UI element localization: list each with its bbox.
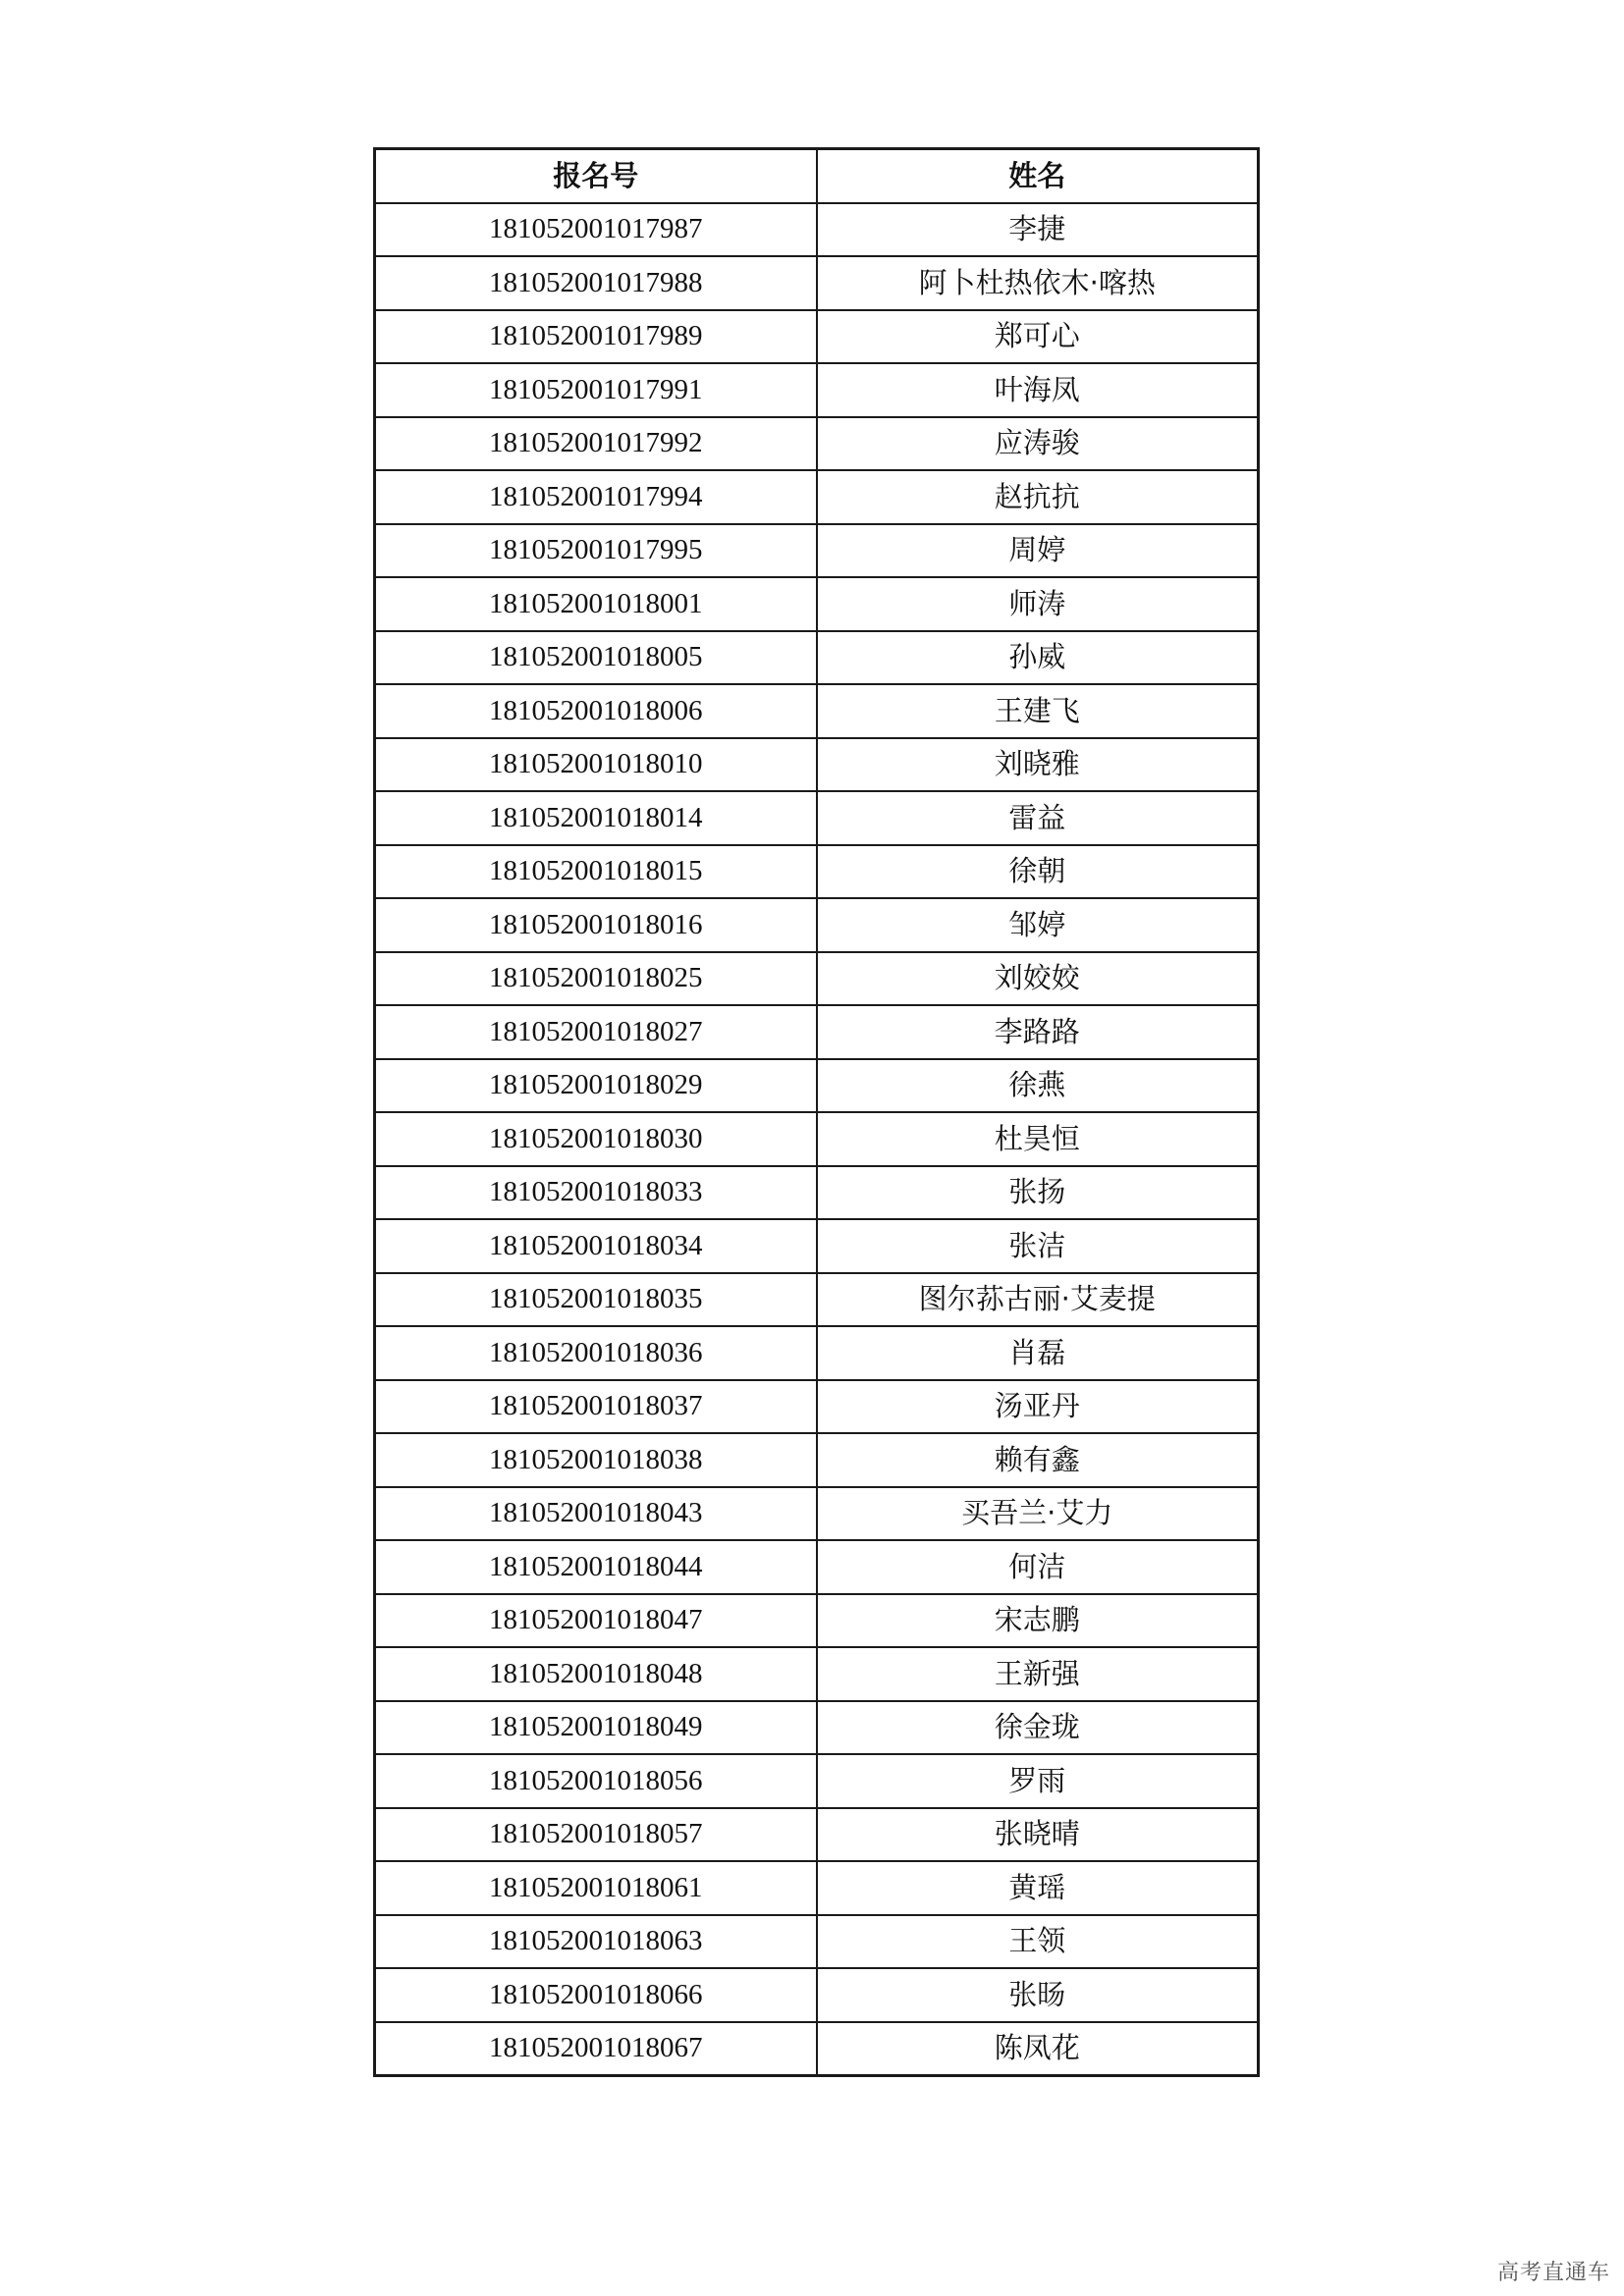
table-row — [375, 2022, 1259, 2076]
table-row — [375, 363, 1259, 417]
registration-number-cell: 181052001018066 — [375, 1968, 817, 2022]
table-row — [375, 898, 1259, 952]
table-row — [375, 1380, 1259, 1434]
table-row — [375, 524, 1259, 578]
registration-number-cell: 181052001018048 — [375, 1647, 817, 1701]
table-row — [375, 1059, 1259, 1113]
name-cell: 张晓晴 — [817, 1808, 1259, 1862]
table-row — [375, 1754, 1259, 1808]
registration-number-cell: 181052001018030 — [375, 1112, 817, 1166]
name-cell: 邹婷 — [817, 898, 1259, 952]
registration-number-cell: 181052001018036 — [375, 1326, 817, 1380]
table-row — [375, 1915, 1259, 1969]
name-cell: 张洁 — [817, 1219, 1259, 1273]
name-cell: 阿卜杜热依木·喀热 — [817, 256, 1259, 310]
registration-number-cell: 181052001018027 — [375, 1005, 817, 1059]
table-row — [375, 1166, 1259, 1220]
name-cell: 刘姣姣 — [817, 952, 1259, 1006]
name-cell: 应涛骏 — [817, 417, 1259, 471]
registration-number-cell: 181052001018025 — [375, 952, 817, 1006]
registration-number-cell: 181052001017991 — [375, 363, 817, 417]
name-cell: 郑可心 — [817, 310, 1259, 364]
name-cell: 雷益 — [817, 791, 1259, 845]
table-row — [375, 310, 1259, 364]
registration-number-cell: 181052001017995 — [375, 524, 817, 578]
table-row — [375, 1647, 1259, 1701]
name-cell: 徐燕 — [817, 1059, 1259, 1113]
registration-number-cell: 181052001018063 — [375, 1915, 817, 1969]
name-cell: 何洁 — [817, 1540, 1259, 1594]
table-row — [375, 1273, 1259, 1327]
registration-number-cell: 181052001018014 — [375, 791, 817, 845]
registration-number-cell: 181052001018005 — [375, 631, 817, 685]
table-row — [375, 577, 1259, 631]
name-cell: 周婷 — [817, 524, 1259, 578]
table-row — [375, 1005, 1259, 1059]
registration-number-cell: 181052001018056 — [375, 1754, 817, 1808]
table-row — [375, 1861, 1259, 1915]
name-cell: 张旸 — [817, 1968, 1259, 2022]
registration-number-cell: 181052001018067 — [375, 2022, 817, 2076]
name-cell: 李路路 — [817, 1005, 1259, 1059]
registration-number-cell: 181052001018010 — [375, 738, 817, 792]
name-cell: 肖磊 — [817, 1326, 1259, 1380]
header-registration-number: 报名号 — [375, 149, 817, 203]
registration-number-cell: 181052001018057 — [375, 1808, 817, 1862]
registration-number-cell: 181052001018034 — [375, 1219, 817, 1273]
table-row — [375, 1112, 1259, 1166]
name-cell: 刘晓雅 — [817, 738, 1259, 792]
registration-number-cell: 181052001018016 — [375, 898, 817, 952]
registration-number-cell: 181052001018061 — [375, 1861, 817, 1915]
name-cell: 徐金珑 — [817, 1701, 1259, 1755]
name-cell: 罗雨 — [817, 1754, 1259, 1808]
name-cell: 陈凤花 — [817, 2022, 1259, 2076]
table-body — [375, 203, 1259, 2076]
table-row — [375, 1701, 1259, 1755]
name-cell: 杜昊恒 — [817, 1112, 1259, 1166]
table-row — [375, 1433, 1259, 1487]
registration-number-cell: 181052001018006 — [375, 684, 817, 738]
table-row — [375, 952, 1259, 1006]
registration-number-cell: 181052001018001 — [375, 577, 817, 631]
name-cell: 黄瑶 — [817, 1861, 1259, 1915]
name-cell: 徐朝 — [817, 845, 1259, 899]
registration-number-cell: 181052001018035 — [375, 1273, 817, 1327]
table-row — [375, 1808, 1259, 1862]
table-header-row — [375, 149, 1259, 203]
table-row — [375, 845, 1259, 899]
registration-number-cell: 181052001018037 — [375, 1380, 817, 1434]
registration-number-cell: 181052001017987 — [375, 203, 817, 257]
table-row — [375, 1219, 1259, 1273]
table-row — [375, 417, 1259, 471]
table-row — [375, 738, 1259, 792]
registration-number-cell: 181052001018047 — [375, 1594, 817, 1648]
table-row — [375, 1540, 1259, 1594]
table-row — [375, 256, 1259, 310]
registration-number-cell: 181052001017988 — [375, 256, 817, 310]
registration-number-cell: 181052001018044 — [375, 1540, 817, 1594]
table-row — [375, 1968, 1259, 2022]
name-cell: 图尔荪古丽·艾麦提 — [817, 1273, 1259, 1327]
registration-number-cell: 181052001018029 — [375, 1059, 817, 1113]
table-row — [375, 791, 1259, 845]
name-cell: 李捷 — [817, 203, 1259, 257]
registration-number-cell: 181052001018038 — [375, 1433, 817, 1487]
table-row — [375, 203, 1259, 257]
registration-table — [373, 147, 1260, 2077]
table-row — [375, 470, 1259, 524]
name-cell: 宋志鹏 — [817, 1594, 1259, 1648]
registration-number-cell: 181052001017994 — [375, 470, 817, 524]
name-cell: 王建飞 — [817, 684, 1259, 738]
registration-number-cell: 181052001017992 — [375, 417, 817, 471]
table-row — [375, 631, 1259, 685]
name-cell: 王新强 — [817, 1647, 1259, 1701]
name-cell: 赖有鑫 — [817, 1433, 1259, 1487]
registration-number-cell: 181052001018049 — [375, 1701, 817, 1755]
table-row — [375, 1487, 1259, 1541]
name-cell: 叶海凤 — [817, 363, 1259, 417]
name-cell: 师涛 — [817, 577, 1259, 631]
registration-number-cell: 181052001018043 — [375, 1487, 817, 1541]
name-cell: 买吾兰·艾力 — [817, 1487, 1259, 1541]
name-cell: 孙威 — [817, 631, 1259, 685]
watermark-text: 高考直通车 — [1496, 2261, 1610, 2285]
registration-number-cell: 181052001018015 — [375, 845, 817, 899]
name-cell: 王领 — [817, 1915, 1259, 1969]
header-name: 姓名 — [817, 149, 1259, 203]
name-cell: 赵抗抗 — [817, 470, 1259, 524]
name-cell: 汤亚丹 — [817, 1380, 1259, 1434]
table-row — [375, 1326, 1259, 1380]
name-cell: 张扬 — [817, 1166, 1259, 1220]
table-row — [375, 1594, 1259, 1648]
table-row — [375, 684, 1259, 738]
registration-number-cell: 181052001017989 — [375, 310, 817, 364]
registration-number-cell: 181052001018033 — [375, 1166, 817, 1220]
